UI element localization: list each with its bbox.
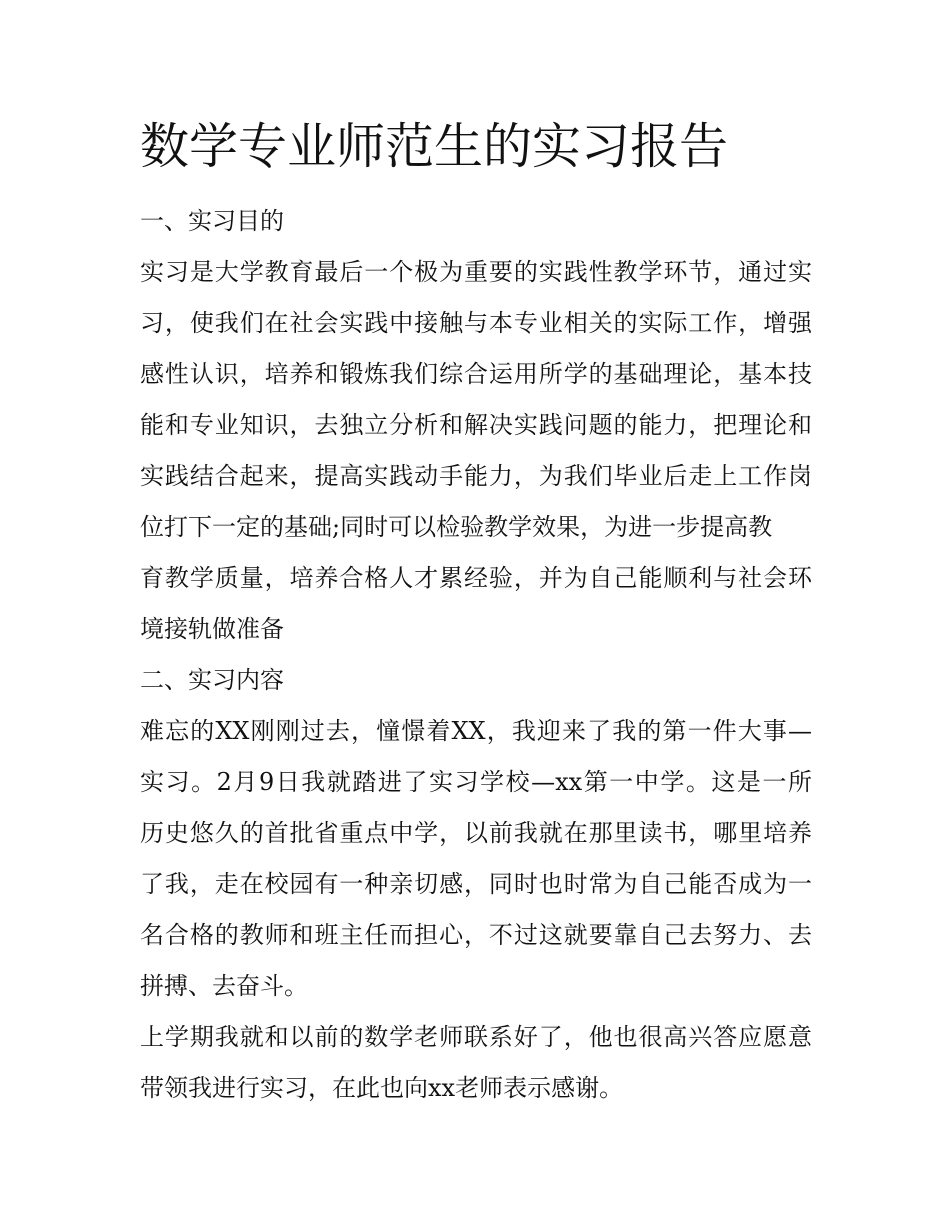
text-line: 难忘的XX刚刚过去，憧憬着XX，我迎来了我的第一件大事— [140,717,812,745]
text-line: 上学期我就和以前的数学老师联系好了，他也很高兴答应愿意 [140,1023,812,1051]
text-line: 位打下一定的基础;同时可以检验教学效果，为进一步提高教 [140,513,773,541]
text-line: 拼搏、去奋斗。 [140,972,308,1000]
text-line: 能和专业知识，去独立分析和解决实践问题的能力，把理论和 [140,411,812,439]
text-line: 感性认识，培养和锻炼我们综合运用所学的基础理论，基本技 [140,360,812,388]
page-title: 数学专业师范生的实习报告 [140,118,729,175]
text-line: 带领我进行实习，在此也向xx老师表示感谢。 [140,1074,624,1102]
text-line: 实习。2月9日我就踏进了实习学校—xx第一中学。这是一所 [140,768,812,796]
document-body [140,196,812,1114]
text-line: 历史悠久的首批省重点中学，以前我就在那里读书，哪里培养 [140,819,812,847]
text-line: 名合格的教师和班主任而担心，不过这就要靠自己去努力、去 [140,921,812,949]
text-line: 习，使我们在社会实践中接触与本专业相关的实际工作，增强 [140,309,812,337]
text-line: 实习是大学教育最后一个极为重要的实践性教学环节，通过实 [140,258,812,286]
text-line: 了我，走在校园有一种亲切感，同时也时常为自己能否成为一 [140,870,812,898]
section-heading: 二、实习内容 [140,666,284,694]
text-line: 育教学质量，培养合格人才累经验，并为自己能顺利与社会环 [140,564,812,592]
paragraph [140,706,812,1012]
paragraph [140,1012,812,1114]
text-line: 实践结合起来，提高实践动手能力，为我们毕业后走上工作岗 [140,462,812,490]
text-line: 境接轨做准备 [140,615,284,643]
section-heading: 一、实习目的 [140,207,284,235]
paragraph [140,247,812,655]
